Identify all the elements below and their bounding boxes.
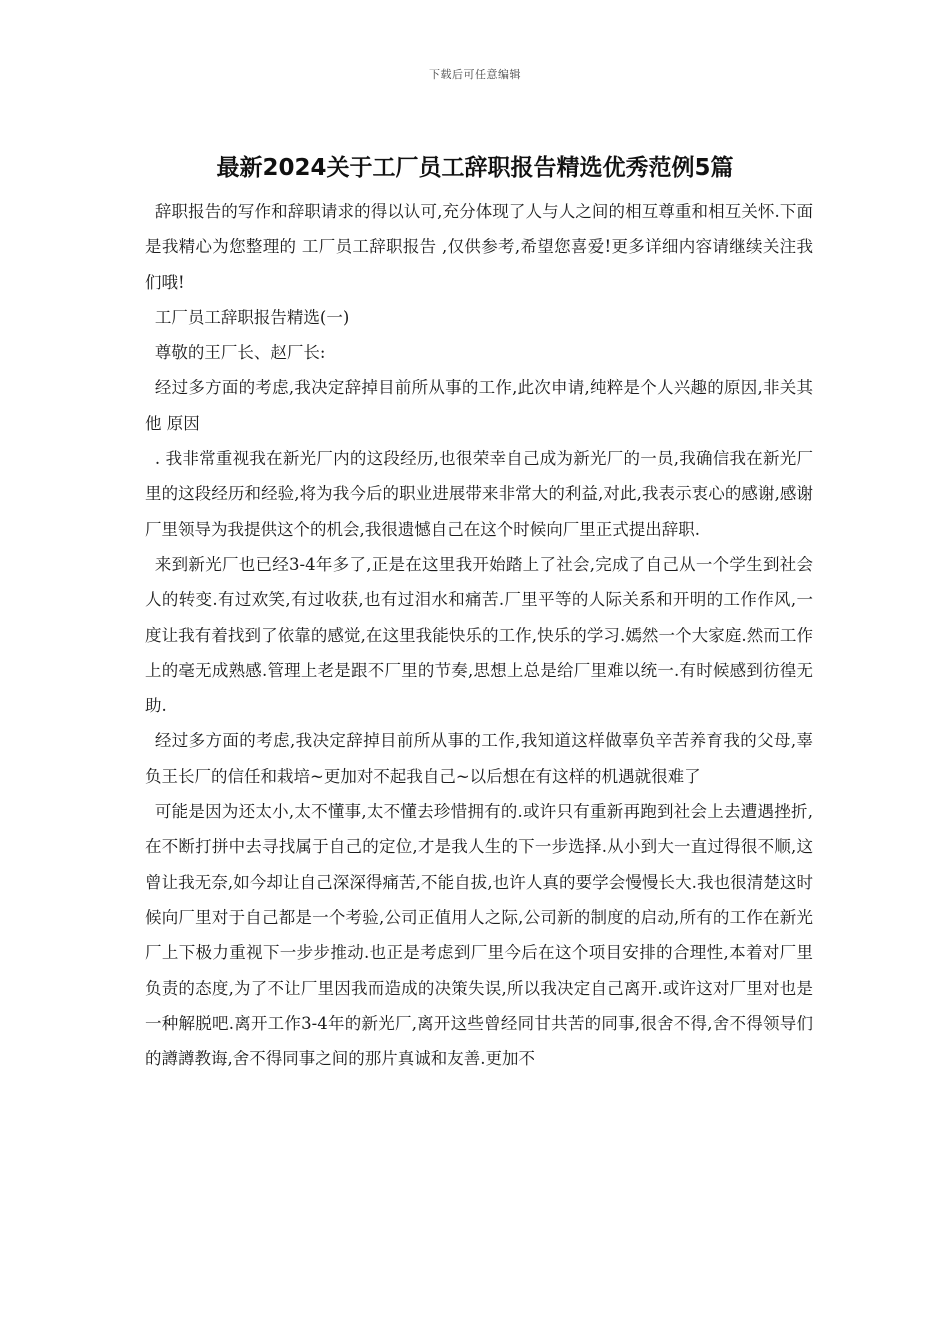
header-note: 下载后可任意编辑 <box>429 68 521 81</box>
document-body <box>145 194 813 1076</box>
paragraph-section-heading: 工厂员工辞职报告精选(一) <box>154 307 350 327</box>
paragraph-intro: 辞职报告的写作和辞职请求的得以认可,充分体现了人与人之间的相互尊重和相互关怀.下面是我精心为您整理的 工厂员工辞职报告 ,仅供参考,希望您喜爱!更多详细内容请继续关注我们哦! <box>145 202 813 292</box>
paragraph-body: 来到新光厂也已经3-4年多了,正是在这里我开始踏上了社会,完成了自己从一个学生到社会人的转变.有过欢笑,有过收获,也有过泪水和痛苦.厂里平等的人际关系和开明的工作作风,一度让我有着找到了依靠的感觉,在这里我能快乐的工作,快乐的学习.嫣然一个大家庭.然而工作上的毫无成熟感.管理上老是跟不厂里的节奏,思想上总是给厂里难以统一.有时候感到彷徨无助. <box>145 554 813 716</box>
document-title: 最新2024关于工厂员工辞职报告精选优秀范例5篇 <box>216 155 734 181</box>
paragraph-salutation: 尊敬的王厂长、赵厂长: <box>154 343 326 363</box>
paragraph-body: 可能是因为还太小,太不懂事,太不懂去珍惜拥有的.或许只有重新再跑到社会上去遭遇挫折,在不断打拼中去寻找属于自己的定位,才是我人生的下一步选择.从小到大一直过得很不顺,这曾让我无奈,如今却让自己深深得痛苦,不能自拔,也许人真的要学会慢慢长大.我也很清楚这时候向厂里对于自己都是一个考验,公司正值用人之际,公司新的制度的启动,所有的工作在新光厂上下极力重视下一步步推动.也正是考虑到厂里今后在这个项目安排的合理性,本着对厂里负责的态度,为了不让厂里因我而造成的决策失误,所以我决定自己离开.或许这对厂里对也是一种解脱吧.离开工作3-4年的新光厂,离开这些曾经同甘共苦的同事,很舍不得,舍不得领导们的譐譐教诲,舍不得同事之间的那片真诚和友善.更加不 <box>145 802 813 1069</box>
paragraph-body: . 我非常重视我在新光厂内的这段经历,也很荣幸自己成为新光厂的一员,我确信我在新光厂里的这段经历和经验,将为我今后的职业进展带来非常大的利益,对此,我表示衷心的感谢,感谢厂里领导为我提供这个的机会,我很遗憾自己在这个时候向厂里正式提出辞职. <box>145 449 813 539</box>
paragraph-body: 经过多方面的考虑,我决定辞掉目前所从事的工作,我知道这样做辜负辛苦养育我的父母,辜负王长厂的信任和栽培~更加对不起我自己~以后想在有这样的机遇就很难了 <box>145 731 813 786</box>
paragraph-body: 经过多方面的考虑,我决定辞掉目前所从事的工作,此次申请,纯粹是个人兴趣的原因,非关其他 原因 <box>145 378 813 433</box>
